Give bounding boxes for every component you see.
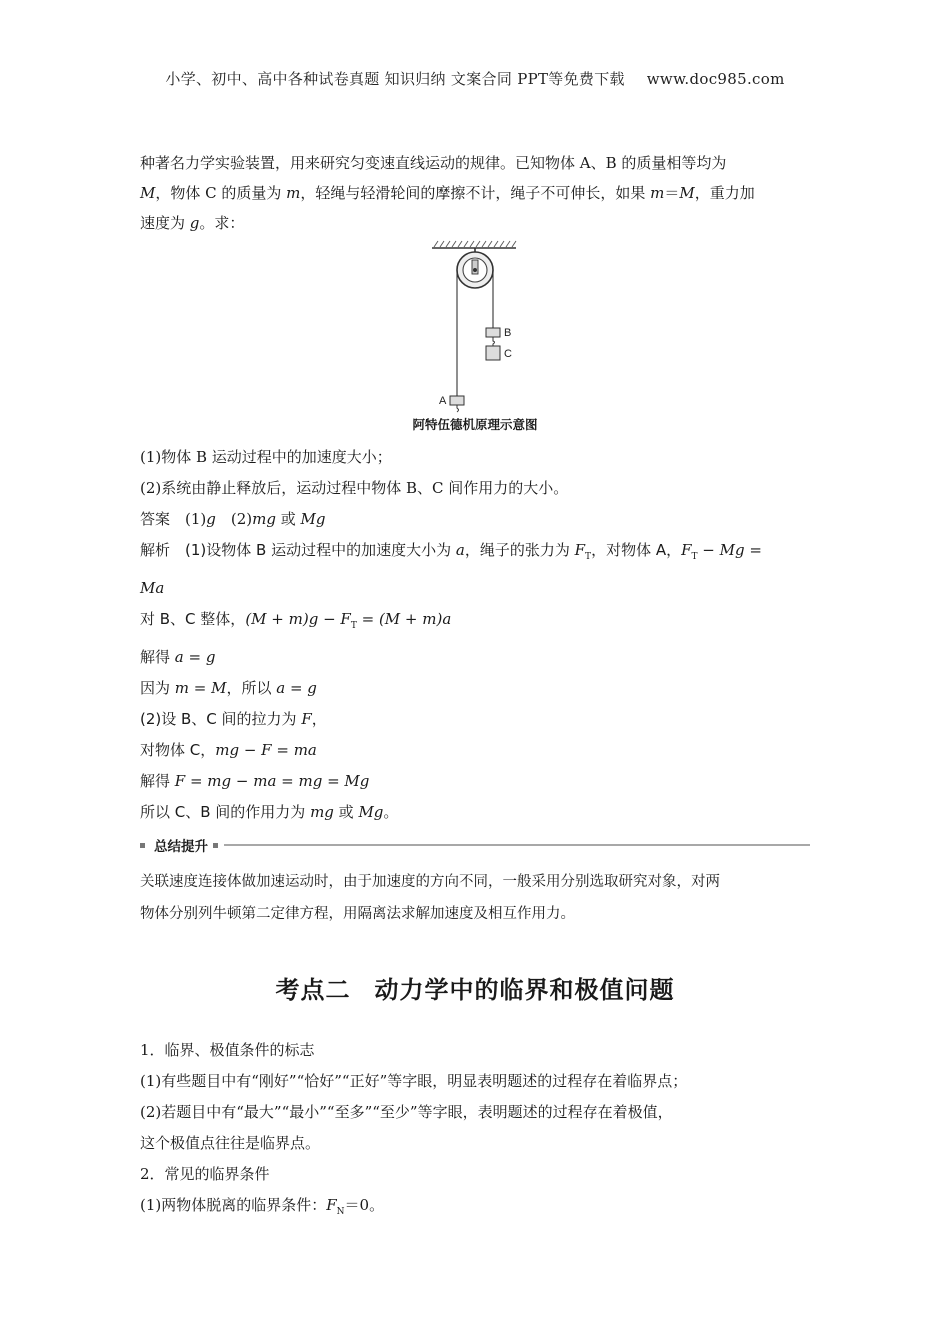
label-a: A: [439, 395, 447, 407]
point-2-a: (1)两物体脱离的临界条件：$F_N=0$。: [140, 1196, 385, 1217]
page-header: [0, 68, 950, 89]
ceiling-hatch: [434, 241, 516, 247]
solution-line3: 对 B、C 整体，$(M + m)g - F_T = (M + m)a$: [140, 610, 452, 631]
summary-line2: 物体分别列牛顿第二定律方程，用隔离法求解加速度及相互作用力。: [140, 906, 575, 922]
hook-a: [457, 405, 459, 412]
summary-line1: 关联速度连接体做加速运动时，由于加速度的方向不同，一般采用分别选取研究对象，对两: [140, 874, 720, 890]
header-site[interactable]: www.doc985.com: [646, 70, 785, 88]
summary-text: [140, 866, 810, 930]
solution-line5: 因为 m = M，所以 a = g: [140, 679, 317, 697]
solution-line1: 解析 (1)设物体 B 运动过程中的加速度大小为 a，绳子的张力为 $F_T$，对物体 A，$F_T - Mg$ =: [140, 541, 762, 562]
header-text: 小学、初中、高中各种试卷真题 知识归纳 文案合同 PPT等免费下载: [165, 70, 625, 88]
summary-square-left-icon: [140, 843, 145, 848]
question-1: (1)物体 B 运动过程中的加速度大小；: [140, 448, 392, 466]
point-1-title: 1．临界、极值条件的标志: [140, 1041, 315, 1059]
solution-line9: 所以 C、B 间的作用力为 mg 或 Mg。: [140, 803, 399, 821]
block-a: [450, 396, 464, 405]
document-body: [140, 148, 810, 1228]
answer-label: 答案: [140, 510, 171, 528]
answer-line: 答案 (1)g (2)mg 或 Mg: [140, 510, 326, 528]
point-1-a: (1)有些题目中有“刚好”“恰好”“正好”等字眼，明显表明题述的过程存在着临界点；: [140, 1072, 688, 1090]
label-c: C: [504, 348, 512, 360]
point-2-title: 2．常见的临界条件: [140, 1165, 270, 1183]
solution-line4: 解得 a = g: [140, 648, 216, 666]
summary-divider: [224, 844, 810, 846]
solution-line8: 解得 F = mg − ma = mg = Mg: [140, 772, 370, 790]
pulley-axle: [473, 268, 477, 272]
solution-label: 解析: [140, 541, 171, 559]
solution-line7: 对物体 C，mg − F = ma: [140, 741, 317, 759]
question-2: (2)系统由静止释放后，运动过程中物体 B、C 间作用力的大小。: [140, 479, 569, 497]
problem-intro-line3: 速度为 g。求：: [140, 214, 245, 232]
solution-line6: (2)设 B、C 间的拉力为 F，: [140, 710, 327, 728]
atwood-figure: [140, 240, 810, 434]
section-heading: 动力学中的临界和极值问题: [374, 976, 675, 1004]
point-1-b-line1: (2)若题目中有“最大”“最小”“至多”“至少”等字眼，表明题述的过程存在着极值，: [140, 1103, 673, 1121]
section-number: 考点二: [275, 976, 351, 1004]
block-b: [486, 328, 500, 337]
section-title: [140, 970, 810, 1005]
atwood-diagram: [390, 240, 560, 418]
problem-intro-line2: M，物体 C 的质量为 m，轻绳与轻滑轮间的摩擦不计，绳子不可伸长，如果 m＝M，重力加: [140, 184, 755, 202]
summary-label: 总结提升: [154, 839, 208, 855]
point-1-b-line2: 这个极值点往往是临界点。: [140, 1134, 321, 1152]
summary-square-right-icon: [213, 843, 218, 848]
problem-intro-line1: 种著名力学实验装置，用来研究匀变速直线运动的规律。已知物体 A、B 的质量相等均为: [140, 154, 727, 172]
summary-header: [140, 834, 810, 856]
figure-caption: 阿特伍德机原理示意图: [412, 417, 538, 432]
label-b: B: [504, 327, 512, 339]
block-c: [486, 346, 500, 360]
solution-line2: Ma: [140, 579, 165, 597]
hook-bc: [493, 337, 495, 346]
